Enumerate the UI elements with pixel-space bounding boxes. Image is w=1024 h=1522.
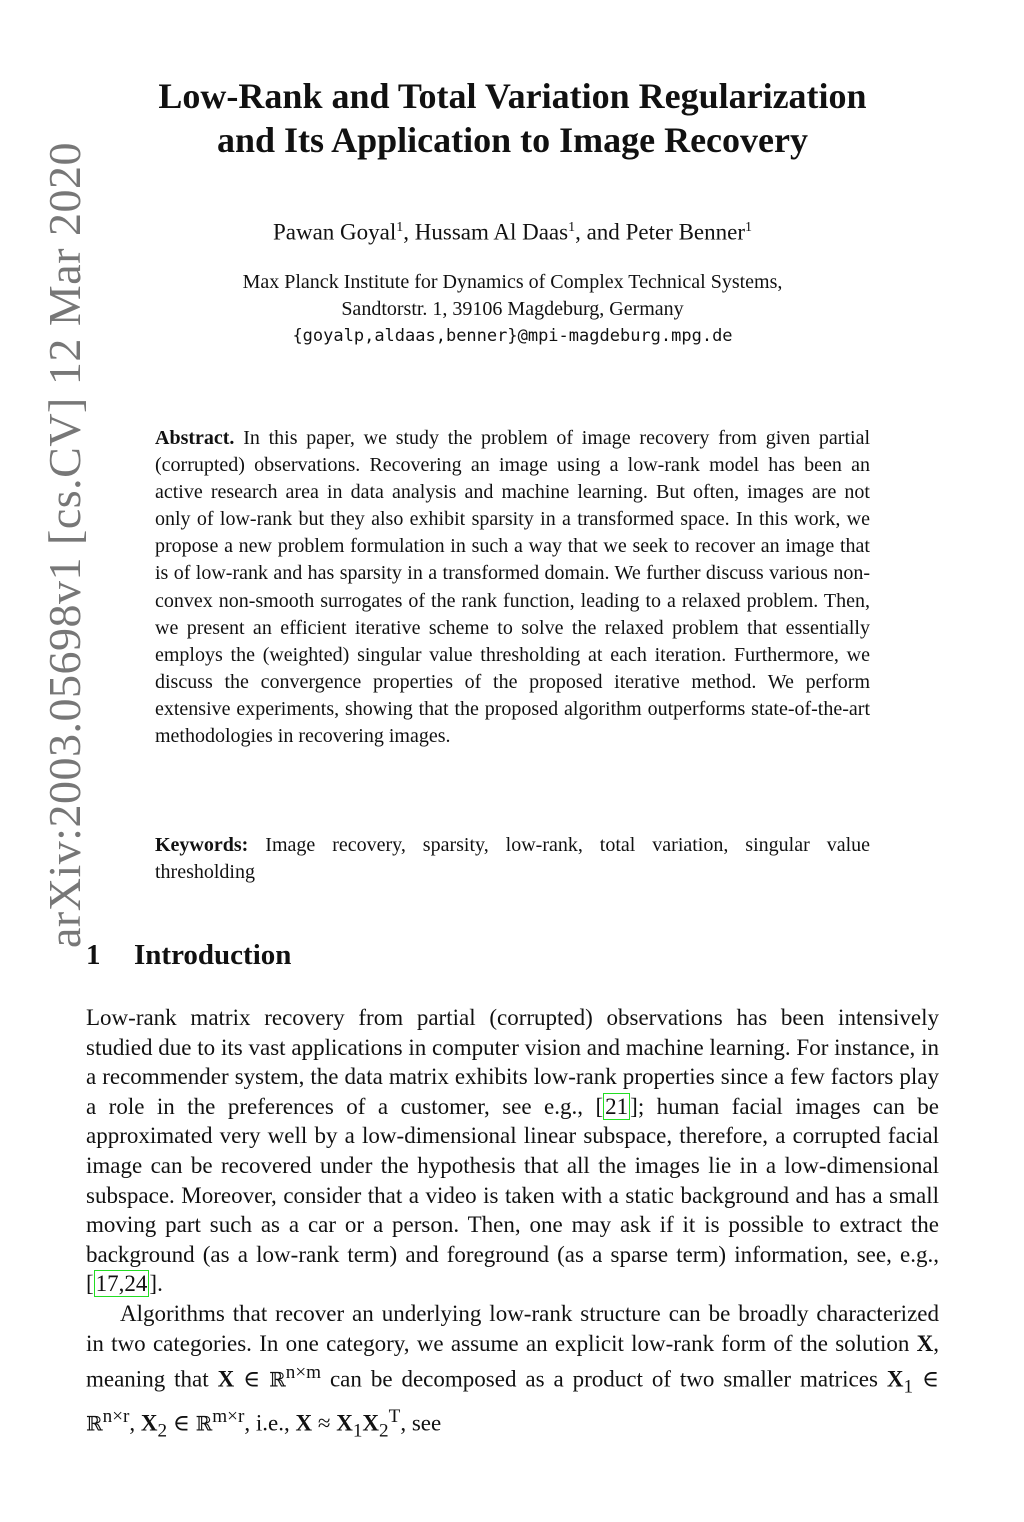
keywords — [155, 832, 870, 886]
citation-link[interactable]: 21 — [605, 1093, 629, 1119]
math-superscript: n×m — [285, 1362, 322, 1384]
affiliation-address: Sandtorstr. 1, 39106 Magdeburg, Germany — [341, 298, 684, 320]
keywords-text: Image recovery, sparsity, low-rank, total variation, singular value thresholding — [155, 834, 870, 883]
author-list: Pawan Goyal$^1$, Hussam Al Daas$^1$, and Peter Benner$^1$ — [272, 219, 752, 245]
affiliation-institute: Max Planck Institute for Dynamics of Complex Technical Systems, — [242, 271, 783, 293]
paragraph: Low-rank matrix recovery from partial (corrupted) observations has been intensively studied due to its vast applications in computer vision and machine learning. For instance, in a recommender system, the data matrix exhibits low-rank properties since a few factors play a role in the preferences of a customer, see e.g., [21]; human facial images can be approximated very well by a low-dimensional linear subspace, therefore, a corrupted facial image can be recovered under the hypothesis that all the images lie in a low-dimensional subspace. Moreover, consider that a video is taken with a static background and has a small moving part such as a car or a person. Then, one may ask if it is possible to extract the background (as a low-rank term) and foreground (as a sparse term) information, see, e.g., [17,24]. — [86, 1005, 939, 1297]
math-symbol: X — [886, 1366, 904, 1392]
citation-link[interactable]: 17,24 — [95, 1271, 148, 1297]
math-symbol: X — [217, 1366, 235, 1392]
math-superscript: n×r — [102, 1405, 130, 1427]
author-name: Hussam Al Daas — [414, 219, 569, 245]
math-symbol: X — [140, 1410, 158, 1436]
affiliation-block — [90, 269, 935, 350]
title-line-2: and Its Application to Image Recovery — [217, 120, 808, 160]
math-symbol: ℝ — [195, 1411, 213, 1436]
math-subscript: 2 — [157, 1420, 168, 1442]
author-affiliation-mark: 1 — [568, 220, 576, 235]
math-subscript: 1 — [352, 1420, 363, 1442]
paragraph: Algorithms that recover an underlying low-rank structure can be broadly characterized in two categories. In one category, we assume an explicit low-rank form of the solution X, meaning that X ∈ ℝ$^{n\times m}$ can be decomposed as a product of two smaller matrices $X_1$ ∈ ℝ$^{n\times r}$, $X_2$ ∈ ℝ$^{m\times r}$, i.e., $X \approx X_1X_2^T$, see — [86, 1300, 940, 1442]
author-affiliation-mark: 1 — [745, 220, 752, 235]
arxiv-identifier-stamp: arXiv:2003.05698v1 [cs.CV] 12 Mar 2020 — [39, 141, 90, 948]
math-symbol: X — [362, 1410, 380, 1436]
author-affiliation-mark: 1 — [396, 220, 404, 235]
section-title: Introduction — [134, 939, 292, 971]
section-number: 1 — [86, 939, 101, 971]
introduction-body — [86, 1003, 939, 1446]
paper-title — [90, 74, 935, 162]
abstract-text: In this paper, we study the problem of image recovery from given partial (corrupted) observations. Recovering an image using a low-rank model has been an active research area in data analysis and machine learning. But often, images are not only of low-rank but they also exhibit sparsity in a transformed space. In this work, we propose a new problem formulation in such a way that we seek to recover an image that is of low-rank and has sparsity in a transformed domain. We further discuss various non-convex non-smooth surrogates of the rank function, leading to a relaxed problem. Then, we present an efficient iterative scheme to solve the relaxed problem that essentially employs the (weighted) singular value thresholding at each iteration. Furthermore, we discuss the convergence properties of the proposed iterative method. We perform extensive experiments, showing that the proposed algorithm outperforms state-of-the-art methodologies in recovering images. — [155, 427, 871, 748]
author-name: Peter Benner — [625, 219, 745, 245]
math-subscript: 1 — [903, 1376, 914, 1398]
section-heading-introduction — [86, 935, 291, 975]
title-line-1: Low-Rank and Total Variation Regularization — [158, 76, 867, 116]
author-emails: {goyalp,aldaas,benner}@mpi-magdeburg.mpg.de — [292, 326, 733, 346]
math-symbol: X — [336, 1410, 353, 1436]
keywords-label: Keywords: — [155, 834, 249, 856]
author-name: Pawan Goyal — [272, 219, 397, 245]
math-symbol: ℝ — [86, 1411, 103, 1436]
math-symbol: X — [916, 1330, 934, 1356]
abstract — [155, 425, 870, 750]
math-superscript: m×r — [212, 1405, 245, 1427]
math-superscript: T — [388, 1405, 401, 1427]
abstract-label: Abstract. — [155, 427, 235, 449]
math-symbol: ℝ — [269, 1367, 286, 1392]
math-symbol: X — [295, 1410, 313, 1436]
math-subscript: 2 — [379, 1420, 389, 1442]
